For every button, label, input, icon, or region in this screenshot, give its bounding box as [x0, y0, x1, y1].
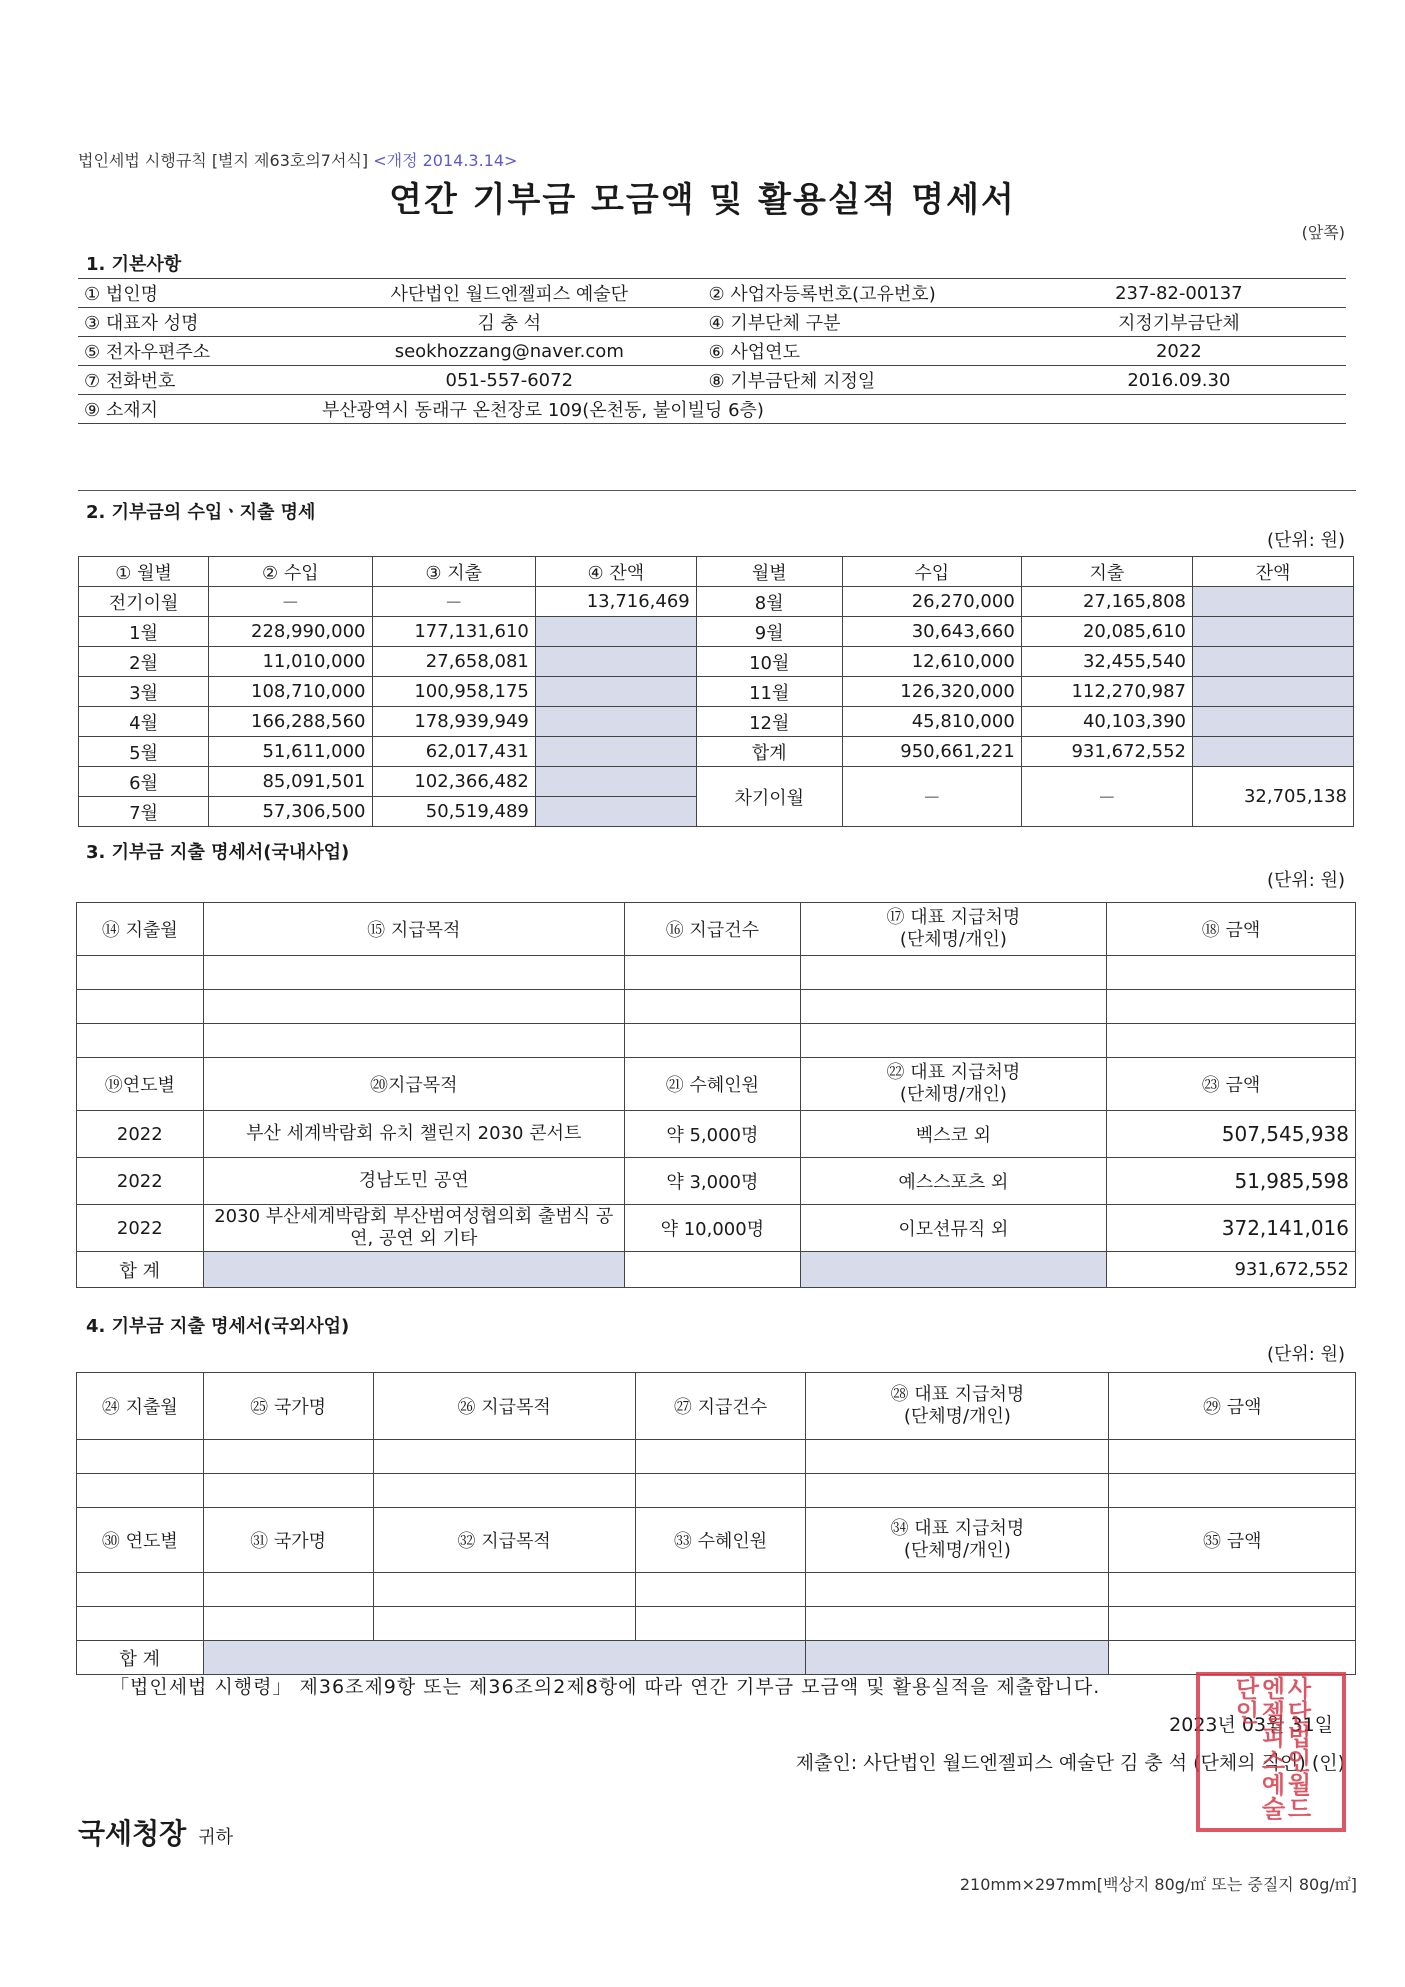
payee-header-line1: ㉘ 대표 지급처명 — [890, 1384, 1025, 1405]
blank-row — [77, 990, 1356, 1024]
month-cell: 3월 — [79, 677, 209, 707]
col-header: ① 월별 — [79, 557, 209, 587]
shaded-cell — [1193, 617, 1354, 647]
income-cell: 57,306,500 — [209, 797, 372, 827]
submitter-line: 제출인: 사단법인 월드엔젤피스 예술단 김 충 석 (단체의 직인) (인) — [795, 1752, 1345, 1774]
col-header-beneficiaries: ㉝ 수혜인원 — [635, 1508, 806, 1573]
col-header-purpose: ⑮ 지급목적 — [203, 903, 624, 956]
shaded-cell — [1193, 677, 1354, 707]
total-label: 합 계 — [77, 1641, 204, 1675]
shaded-cell — [1193, 707, 1354, 737]
addressee — [78, 1812, 233, 1852]
income-cell: 30,643,660 — [842, 617, 1021, 647]
table-row — [79, 737, 1354, 767]
income-cell: 51,611,000 — [209, 737, 372, 767]
declaration-text: 「법인세법 시행령」 제36조제9항 또는 제36조의2제8항에 따라 연간 기부금 모금액 및 활용실적을 제출합니다. — [110, 1676, 1101, 1698]
month-cell: 1월 — [79, 617, 209, 647]
payee-header-line1: ⑰ 대표 지급처명 — [886, 907, 1021, 928]
blank-row — [77, 1024, 1356, 1058]
amount-cell: 507,545,938 — [1106, 1111, 1355, 1158]
field-value: 지정기부금단체 — [1012, 308, 1346, 337]
income-cell: 950,661,221 — [842, 737, 1021, 767]
purpose-cell: 경남도민 공연 — [203, 1158, 624, 1205]
col-header-payee-2 — [806, 1508, 1109, 1573]
income-cell: 228,990,000 — [209, 617, 372, 647]
col-header: ② 수입 — [209, 557, 372, 587]
col-header-count: ㉗ 지급건수 — [635, 1373, 806, 1440]
field-value: 2016.09.30 — [1012, 366, 1346, 395]
form-reference — [78, 148, 517, 171]
expense-cell: － — [1021, 767, 1192, 827]
section-2-title: 2. 기부금의 수입ㆍ지출 명세 — [86, 502, 316, 523]
income-expense-table — [78, 556, 1354, 827]
col-header: ③ 지출 — [372, 557, 535, 587]
col-header: 월별 — [696, 557, 842, 587]
front-side-label: (앞쪽) — [1301, 223, 1345, 242]
expense-cell: 177,131,610 — [372, 617, 535, 647]
field-value: 사단법인 월드엔젤피스 예술단 — [316, 279, 703, 308]
expense-cell: 931,672,552 — [1021, 737, 1192, 767]
empty-cell — [1109, 1641, 1356, 1675]
year-cell: 2022 — [77, 1158, 204, 1205]
col-header: ④ 잔액 — [535, 557, 696, 587]
balance-cell: 13,716,469 — [535, 587, 696, 617]
table-row — [79, 767, 1354, 797]
expense-cell: 27,165,808 — [1021, 587, 1192, 617]
shaded-cell — [535, 617, 696, 647]
month-cell: 11월 — [696, 677, 842, 707]
table-row — [79, 707, 1354, 737]
month-cell: 합계 — [696, 737, 842, 767]
beneficiaries-cell: 약 3,000명 — [624, 1158, 800, 1205]
amount-cell: 372,141,016 — [1106, 1205, 1355, 1252]
shaded-cell — [535, 737, 696, 767]
field-value: 2022 — [1012, 337, 1346, 366]
month-cell: 6월 — [79, 767, 209, 797]
amount-cell: 51,985,598 — [1106, 1158, 1355, 1205]
month-cell: 8월 — [696, 587, 842, 617]
payee-header-line2: (단체명/개인) — [899, 929, 1007, 950]
table-row — [79, 677, 1354, 707]
shaded-cell — [535, 647, 696, 677]
blank-row — [77, 1573, 1356, 1607]
seal-lettering: 사단법인월드엔젤피스예술단인 — [1231, 1676, 1311, 1820]
income-header-row — [79, 557, 1354, 587]
year-cell: 2022 — [77, 1111, 204, 1158]
col-header-count: ⑯ 지급건수 — [624, 903, 800, 956]
revision-text: <개정 2014.3.14> — [373, 151, 518, 170]
basic-info-row — [78, 279, 1346, 308]
submission-date: 2023년 03월 31일 — [1169, 1714, 1333, 1736]
shaded-cell — [535, 707, 696, 737]
shaded-cell — [535, 767, 696, 797]
col-header-payee-2 — [800, 1058, 1106, 1111]
col-header-amount: ⑱ 금액 — [1106, 903, 1355, 956]
month-cell: 전기이월 — [79, 587, 209, 617]
col-header-purpose-2: ⑳지급목적 — [203, 1058, 624, 1111]
address-value: 부산광역시 동래구 온천장로 109(온천동, 불이빌딩 6층) — [316, 395, 1346, 424]
shaded-cell — [203, 1252, 624, 1288]
month-cell: 5월 — [79, 737, 209, 767]
income-cell: 126,320,000 — [842, 677, 1021, 707]
addressee-name: 국세청장 — [78, 1817, 187, 1850]
expense-cell: 178,939,949 — [372, 707, 535, 737]
field-label: ③ 대표자 성명 — [78, 308, 316, 337]
basic-info-row — [78, 337, 1346, 366]
expense-cell: 27,658,081 — [372, 647, 535, 677]
income-cell: 11,010,000 — [209, 647, 372, 677]
month-cell: 2월 — [79, 647, 209, 677]
page-title: 연간 기부금 모금액 및 활용실적 명세서 — [389, 180, 1016, 220]
expense-cell: 102,366,482 — [372, 767, 535, 797]
expense-cell: 40,103,390 — [1021, 707, 1192, 737]
income-cell: 45,810,000 — [842, 707, 1021, 737]
purpose-cell: 2030 부산세계박람회 부산범여성협의회 출범식 공연, 공연 외 기타 — [203, 1205, 624, 1252]
basic-info-row — [78, 308, 1346, 337]
col-header-beneficiaries: ㉑ 수혜인원 — [624, 1058, 800, 1111]
income-cell: － — [842, 767, 1021, 827]
payee-header-line2: (단체명/개인) — [899, 1084, 1007, 1105]
month-cell: 4월 — [79, 707, 209, 737]
month-cell: 10월 — [696, 647, 842, 677]
month-cell: 9월 — [696, 617, 842, 647]
form-ref-text: 법인세법 시행규칙 [별지 제63호의7서식] — [78, 151, 369, 170]
table-row — [77, 1205, 1356, 1252]
payee-header-line2: (단체명/개인) — [903, 1406, 1011, 1427]
col-header: 수입 — [842, 557, 1021, 587]
col-header-year: ⑲연도별 — [77, 1058, 204, 1111]
col-header: 지출 — [1021, 557, 1192, 587]
official-seal-stamp — [1196, 1672, 1346, 1832]
section-3-title: 3. 기부금 지출 명세서(국내사업) — [86, 842, 350, 863]
field-label: ④ 기부단체 구분 — [703, 308, 1012, 337]
income-cell: 85,091,501 — [209, 767, 372, 797]
income-cell: 26,270,000 — [842, 587, 1021, 617]
section-1-title: 1. 기본사항 — [86, 254, 182, 275]
table-row — [77, 1111, 1356, 1158]
field-value: 김 충 석 — [316, 308, 703, 337]
field-label: ⑤ 전자우편주소 — [78, 337, 316, 366]
expense-cell: 32,455,540 — [1021, 647, 1192, 677]
expense-cell: 62,017,431 — [372, 737, 535, 767]
shaded-cell — [535, 677, 696, 707]
table-row — [79, 587, 1354, 617]
empty-cell — [624, 1252, 800, 1288]
expense-cell: 100,958,175 — [372, 677, 535, 707]
col-header-amount-2: ㉟ 금액 — [1109, 1508, 1356, 1573]
table-row — [79, 647, 1354, 677]
col-header-payee — [800, 903, 1106, 956]
field-label: ⑥ 사업연도 — [703, 337, 1012, 366]
payee-header-line1: ㉒ 대표 지급처명 — [886, 1062, 1021, 1083]
expense-cell: － — [372, 587, 535, 617]
col-header-month: ㉔ 지출월 — [77, 1373, 204, 1440]
month-cell: 차기이월 — [696, 767, 842, 827]
blank-row — [77, 1440, 1356, 1474]
blank-row — [77, 1607, 1356, 1641]
shaded-cell — [1193, 647, 1354, 677]
basic-info-row — [78, 366, 1346, 395]
expense-cell: 112,270,987 — [1021, 677, 1192, 707]
col-header-country: ㉕ 국가명 — [203, 1373, 373, 1440]
total-amount: 931,672,552 — [1106, 1252, 1355, 1288]
balance-cell: 32,705,138 — [1193, 767, 1354, 827]
section-3-unit: (단위: 원) — [1267, 870, 1345, 891]
section-4-unit: (단위: 원) — [1267, 1344, 1345, 1365]
section-4-title: 4. 기부금 지출 명세서(국외사업) — [86, 1316, 350, 1337]
shaded-cell — [203, 1641, 806, 1675]
addressee-suffix: 귀하 — [198, 1827, 233, 1848]
col-header-year: ㉚ 연도별 — [77, 1508, 204, 1573]
table-row — [79, 617, 1354, 647]
col-header: 잔액 — [1193, 557, 1354, 587]
payee-header-line2: (단체명/개인) — [903, 1540, 1011, 1561]
domestic-spending-table — [76, 902, 1356, 1288]
income-cell: － — [209, 587, 372, 617]
payee-cell: 예스스포츠 외 — [800, 1158, 1106, 1205]
field-label: ⑦ 전화번호 — [78, 366, 316, 395]
income-cell: 108,710,000 — [209, 677, 372, 707]
col-header-month: ⑭ 지출월 — [77, 903, 204, 956]
expense-cell: 20,085,610 — [1021, 617, 1192, 647]
beneficiaries-cell: 약 10,000명 — [624, 1205, 800, 1252]
year-cell: 2022 — [77, 1205, 204, 1252]
total-label: 합 계 — [77, 1252, 204, 1288]
shaded-cell — [806, 1641, 1109, 1675]
expense-cell: 50,519,489 — [372, 797, 535, 827]
col-header-amount-2: ㉓ 금액 — [1106, 1058, 1355, 1111]
col-header-country-2: ㉛ 국가명 — [203, 1508, 373, 1573]
address-label: ⑨ 소재지 — [78, 395, 316, 424]
section-2-unit: (단위: 원) — [1267, 530, 1345, 551]
income-cell: 166,288,560 — [209, 707, 372, 737]
foreign-spending-table — [76, 1372, 1356, 1675]
field-label: ② 사업자등록번호(고유번호) — [703, 279, 1012, 308]
payee-cell: 이모션뮤직 외 — [800, 1205, 1106, 1252]
month-cell: 12월 — [696, 707, 842, 737]
field-value: 051-557-6072 — [316, 366, 703, 395]
field-value: 237-82-00137 — [1012, 279, 1346, 308]
table-row — [77, 1158, 1356, 1205]
col-header-payee — [806, 1373, 1109, 1440]
shaded-cell — [535, 797, 696, 827]
paper-spec: 210mm×297mm[백상지 80g/㎡ 또는 중질지 80g/㎡] — [959, 1875, 1357, 1894]
income-cell: 12,610,000 — [842, 647, 1021, 677]
shaded-cell — [1193, 737, 1354, 767]
field-label: ⑧ 기부금단체 지정일 — [703, 366, 1012, 395]
basic-info-table — [78, 278, 1346, 424]
section-divider — [78, 490, 1356, 491]
purpose-cell: 부산 세계박람회 유치 챌린지 2030 콘서트 — [203, 1111, 624, 1158]
beneficiaries-cell: 약 5,000명 — [624, 1111, 800, 1158]
shaded-cell — [1193, 587, 1354, 617]
field-label: ① 법인명 — [78, 279, 316, 308]
blank-row — [77, 956, 1356, 990]
payee-cell: 벡스코 외 — [800, 1111, 1106, 1158]
blank-row — [77, 1474, 1356, 1508]
col-header-purpose-2: ㉜ 지급목적 — [373, 1508, 635, 1573]
col-header-purpose: ㉖ 지급목적 — [373, 1373, 635, 1440]
month-cell: 7월 — [79, 797, 209, 827]
col-header-amount: ㉙ 금액 — [1109, 1373, 1356, 1440]
payee-header-line1: ㉞ 대표 지급처명 — [890, 1518, 1025, 1539]
field-value: seokhozzang@naver.com — [316, 337, 703, 366]
shaded-cell — [800, 1252, 1106, 1288]
